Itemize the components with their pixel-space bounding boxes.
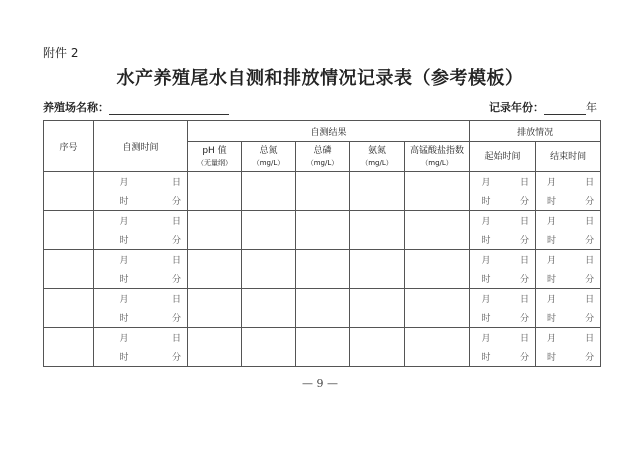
table-row: [44, 289, 601, 328]
start-time-cell[interactable]: [470, 250, 536, 289]
seq-cell[interactable]: [44, 172, 94, 211]
hour-label: 时: [481, 197, 491, 207]
month-label: 月: [119, 295, 129, 305]
date-time-slots: [536, 253, 600, 285]
date-time-slots: [470, 175, 535, 207]
ph-cell[interactable]: [188, 289, 242, 328]
table-row: [44, 250, 601, 289]
seq-cell[interactable]: [44, 211, 94, 250]
date-time-slots: [470, 292, 535, 324]
hour-label: 时: [547, 275, 557, 285]
date-time-slots: [94, 331, 187, 363]
table-row: [44, 328, 601, 367]
hour-label: 时: [119, 275, 129, 285]
header-cod: 高锰酸盐指数 （mg/L）: [405, 142, 470, 172]
page-number: — 9 —: [302, 377, 338, 390]
day-label: 日: [171, 295, 181, 305]
seq-cell[interactable]: [44, 289, 94, 328]
nh-cell[interactable]: [350, 250, 405, 289]
month-label: 月: [481, 178, 491, 188]
table-row: [44, 172, 601, 211]
date-time-slots: [470, 253, 535, 285]
date-time-slots: [94, 214, 187, 246]
minute-label: 分: [585, 314, 595, 324]
minute-label: 分: [171, 353, 181, 363]
header-results: 自测结果: [188, 121, 470, 142]
record-year-label: 记录年份：: [489, 101, 544, 114]
cod-cell[interactable]: [405, 328, 470, 367]
date-time-slots: [94, 292, 187, 324]
header-end: 结束时间: [536, 142, 601, 172]
day-label: 日: [585, 256, 595, 266]
day-label: 日: [520, 334, 530, 344]
minute-label: 分: [520, 314, 530, 324]
date-time-slots: [94, 175, 187, 207]
header-ph: pH 值 （无量纲）: [188, 142, 242, 172]
day-label: 日: [585, 295, 595, 305]
year-unit: 年: [586, 101, 597, 114]
day-label: 日: [520, 295, 530, 305]
month-label: 月: [119, 217, 129, 227]
day-label: 日: [585, 334, 595, 344]
day-label: 日: [171, 178, 181, 188]
tp-cell[interactable]: [296, 328, 350, 367]
tp-cell[interactable]: [296, 211, 350, 250]
cod-cell[interactable]: [405, 172, 470, 211]
month-label: 月: [547, 178, 557, 188]
date-time-slots: [470, 331, 535, 363]
hour-label: 时: [481, 314, 491, 324]
tn-cell[interactable]: [242, 289, 296, 328]
hour-label: 时: [481, 236, 491, 246]
hour-label: 时: [547, 314, 557, 324]
tn-cell[interactable]: [242, 211, 296, 250]
minute-label: 分: [520, 275, 530, 285]
tp-cell[interactable]: [296, 172, 350, 211]
seq-cell[interactable]: [44, 250, 94, 289]
start-time-cell[interactable]: [470, 172, 536, 211]
end-time-cell[interactable]: [536, 328, 601, 367]
cod-cell[interactable]: [405, 289, 470, 328]
day-label: 日: [585, 178, 595, 188]
tn-cell[interactable]: [242, 172, 296, 211]
tn-cell[interactable]: [242, 250, 296, 289]
day-label: 日: [520, 217, 530, 227]
end-time-cell[interactable]: [536, 289, 601, 328]
seq-cell[interactable]: [44, 328, 94, 367]
hour-label: 时: [119, 314, 129, 324]
month-label: 月: [119, 256, 129, 266]
hour-label: 时: [119, 197, 129, 207]
date-time-slots: [94, 253, 187, 285]
test-time-cell[interactable]: [94, 289, 188, 328]
test-time-cell[interactable]: [94, 328, 188, 367]
ph-cell[interactable]: [188, 211, 242, 250]
day-label: 日: [585, 217, 595, 227]
minute-label: 分: [585, 353, 595, 363]
minute-label: 分: [520, 197, 530, 207]
header-discharge: 排放情况: [470, 121, 601, 142]
hour-label: 时: [119, 353, 129, 363]
month-label: 月: [547, 334, 557, 344]
hour-label: 时: [547, 353, 557, 363]
test-time-cell[interactable]: [94, 211, 188, 250]
month-label: 月: [119, 334, 129, 344]
month-label: 月: [547, 295, 557, 305]
minute-label: 分: [520, 236, 530, 246]
farm-name-input[interactable]: [109, 102, 229, 115]
header-seq: 序号: [44, 121, 94, 172]
record-year-input[interactable]: [544, 102, 586, 115]
month-label: 月: [481, 256, 491, 266]
day-label: 日: [520, 256, 530, 266]
minute-label: 分: [585, 236, 595, 246]
test-time-cell[interactable]: [94, 250, 188, 289]
hour-label: 时: [547, 197, 557, 207]
end-time-cell[interactable]: [536, 172, 601, 211]
start-time-cell[interactable]: [470, 328, 536, 367]
minute-label: 分: [171, 236, 181, 246]
month-label: 月: [481, 334, 491, 344]
test-time-cell[interactable]: [94, 172, 188, 211]
header-tn: 总氮 （mg/L）: [242, 142, 296, 172]
hour-label: 时: [481, 275, 491, 285]
date-time-slots: [536, 175, 600, 207]
month-label: 月: [547, 256, 557, 266]
cod-cell[interactable]: [405, 211, 470, 250]
tp-cell[interactable]: [296, 289, 350, 328]
tn-cell[interactable]: [242, 328, 296, 367]
minute-label: 分: [520, 353, 530, 363]
header-test-time: 自测时间: [94, 121, 188, 172]
day-label: 日: [520, 178, 530, 188]
farm-name-field: [43, 99, 229, 115]
date-time-slots: [536, 292, 600, 324]
day-label: 日: [171, 217, 181, 227]
attachment-label: 附件 2: [43, 46, 79, 60]
date-time-slots: [470, 214, 535, 246]
hour-label: 时: [119, 236, 129, 246]
ph-cell[interactable]: [188, 328, 242, 367]
record-table: [43, 120, 601, 367]
table-row: [44, 211, 601, 250]
minute-label: 分: [585, 275, 595, 285]
farm-name-label: 养殖场名称：: [43, 101, 109, 114]
minute-label: 分: [171, 314, 181, 324]
end-time-cell[interactable]: [536, 250, 601, 289]
month-label: 月: [547, 217, 557, 227]
month-label: 月: [481, 295, 491, 305]
ph-cell[interactable]: [188, 172, 242, 211]
nh-cell[interactable]: [350, 328, 405, 367]
nh-cell[interactable]: [350, 172, 405, 211]
day-label: 日: [171, 334, 181, 344]
date-time-slots: [536, 214, 600, 246]
tp-cell[interactable]: [296, 250, 350, 289]
start-time-cell[interactable]: [470, 289, 536, 328]
header-start: 起始时间: [470, 142, 536, 172]
ph-cell[interactable]: [188, 250, 242, 289]
page-title: 水产养殖尾水自测和排放情况记录表（参考模板）: [116, 68, 524, 89]
nh-cell[interactable]: [350, 289, 405, 328]
header-tp: 总磷 （mg/L）: [296, 142, 350, 172]
cod-cell[interactable]: [405, 250, 470, 289]
minute-label: 分: [171, 275, 181, 285]
hour-label: 时: [481, 353, 491, 363]
start-time-cell[interactable]: [470, 211, 536, 250]
record-year-field: [489, 99, 597, 115]
minute-label: 分: [585, 197, 595, 207]
month-label: 月: [481, 217, 491, 227]
date-time-slots: [536, 331, 600, 363]
nh-cell[interactable]: [350, 211, 405, 250]
end-time-cell[interactable]: [536, 211, 601, 250]
hour-label: 时: [547, 236, 557, 246]
header-nh: 氨氮 （mg/L）: [350, 142, 405, 172]
day-label: 日: [171, 256, 181, 266]
minute-label: 分: [171, 197, 181, 207]
month-label: 月: [119, 178, 129, 188]
